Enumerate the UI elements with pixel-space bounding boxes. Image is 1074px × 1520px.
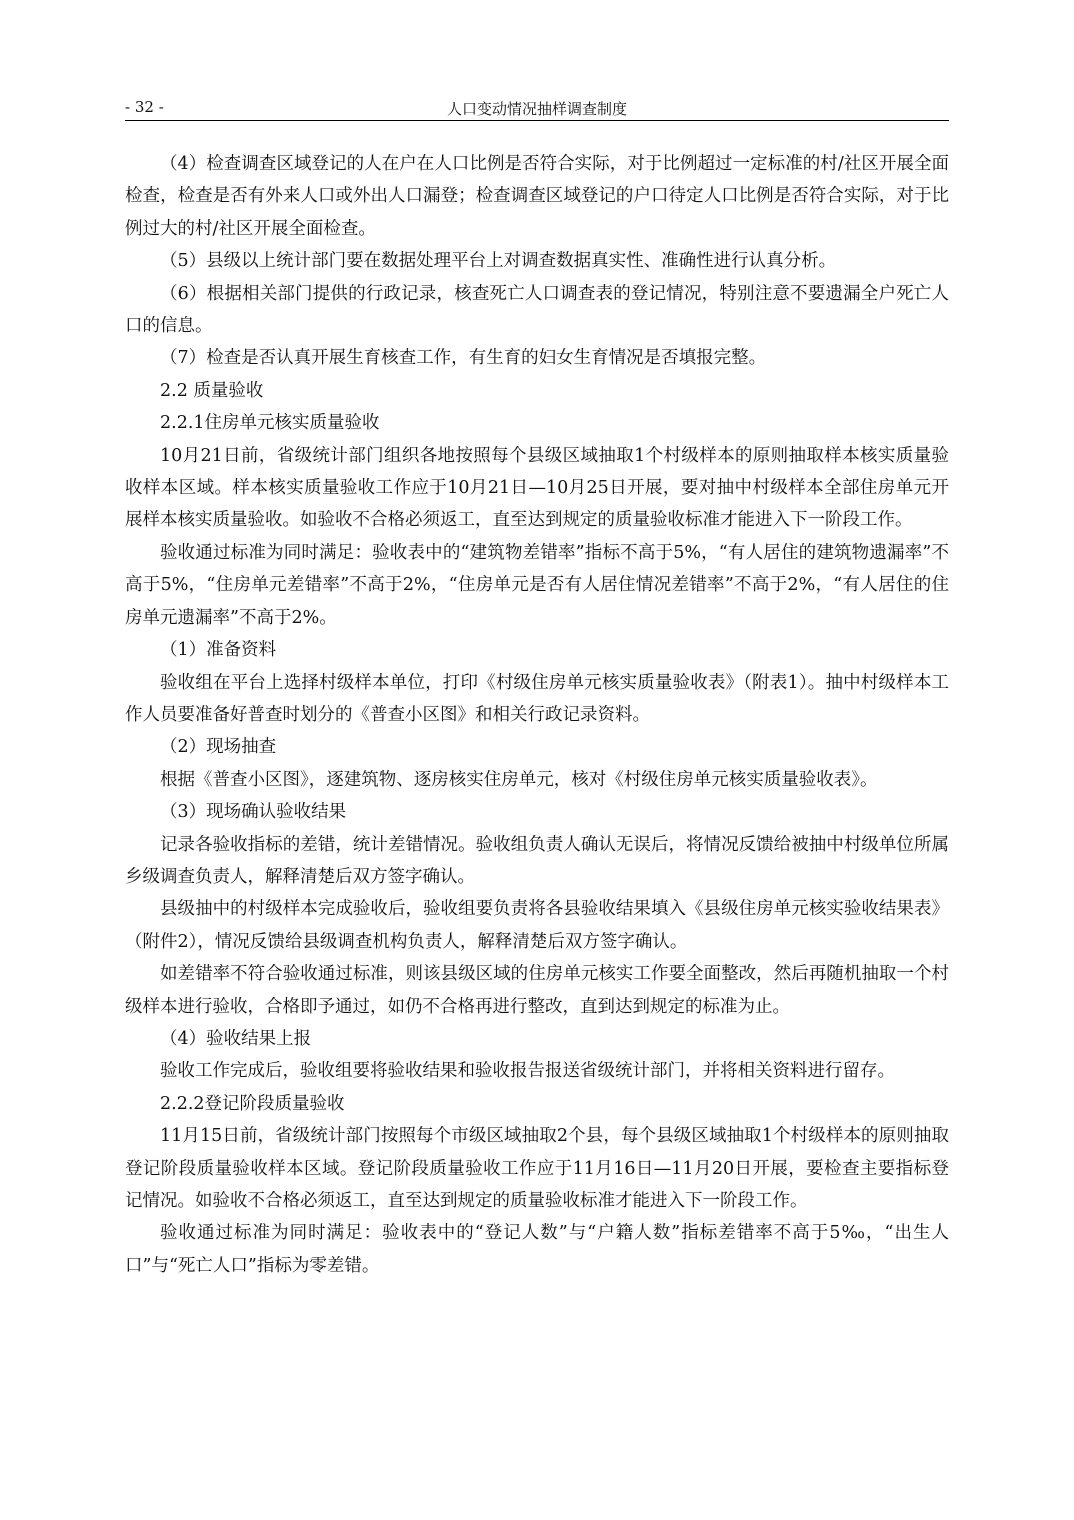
paragraph: 根据《普查小区图》，逐建筑物、逐房核实住房单元，核对《村级住房单元核实质量验收表》。 xyxy=(160,769,878,790)
paragraph: 记录各验收指标的差错，统计差错情况。验收组负责人确认无误后，将情况反馈给被抽中村级单位所属乡级调查负责人，解释清楚后双方签字确认。 xyxy=(125,834,949,887)
paragraph: （6）根据相关部门提供的行政记录，核查死亡人口调查表的登记情况，特别注意不要遗漏全户死亡人口的信息。 xyxy=(125,283,949,337)
page-number: - 32 - xyxy=(125,98,164,116)
item-heading: （1）准备资料 xyxy=(160,640,277,661)
item-heading: （4）验收结果上报 xyxy=(160,1028,312,1049)
paragraph: 县级抽中的村级样本完成验收后，验收组要负责将各县验收结果填入《县级住房单元核实验收结果表》（附件2），情况反馈给县级调查机构负责人，解释清楚后双方签字确认。 xyxy=(125,899,949,952)
document-body xyxy=(125,148,949,1282)
paragraph: （7）检查是否认真开展生育核查工作，有生育的妇女生育情况是否填报完整。 xyxy=(160,348,767,369)
header-title: 人口变动情况抽样调查制度 xyxy=(446,100,627,118)
section-heading: 2.2 质量验收 xyxy=(160,380,264,401)
paragraph: （4）检查调查区域登记的人在户在人口比例是否符合实际，对于比例超过一定标准的村/社区开展全面检查，检查是否有外来人口或外出人口漏登；检查调查区域登记的户口待定人口比例是否符合实际，对于比例过大的村/社区开展全面检查。 xyxy=(125,154,949,239)
paragraph: 验收组在平台上选择村级样本单位，打印《村级住房单元核实质量验收表》（附表1）。抽中村级样本工作人员要准备好普查时划分的《普查小区图》和相关行政记录资料。 xyxy=(125,672,949,725)
paragraph: 验收工作完成后，验收组要将验收结果和验收报告报送省级统计部门，并将相关资料进行留存。 xyxy=(160,1061,895,1082)
page-header xyxy=(125,96,949,121)
subsection-heading: 2.2.2登记阶段质量验收 xyxy=(160,1093,345,1114)
item-heading: （3）现场确认验收结果 xyxy=(160,802,347,823)
subsection-heading: 2.2.1住房单元核实质量验收 xyxy=(160,413,380,434)
paragraph: 验收通过标准为同时满足：验收表中的“登记人数”与“户籍人数”指标差错率不高于5‰，“出生人口”与“死亡人口”指标为零差错。 xyxy=(125,1223,949,1276)
item-heading: （2）现场抽查 xyxy=(160,737,277,758)
paragraph: 11月15日前，省级统计部门按照每个市级区域抽取2个县，每个县级区域抽取1个村级样本的原则抽取登记阶段质量验收样本区域。登记阶段质量验收工作应于11月16日—11月20日开展，要检查主要指标登记情况。如验收不合格必须返工，直至达到规定的质量验收标准才能进入下一阶段工作。 xyxy=(125,1126,949,1211)
paragraph: 验收通过标准为同时满足：验收表中的“建筑物差错率”指标不高于5%，“有人居住的建筑物遗漏率”不高于5%，“住房单元差错率”不高于2%，“住房单元是否有人居住情况差错率”不高于2%，“有人居住的住房单元遗漏率”不高于2%。 xyxy=(125,542,949,628)
paragraph: 10月21日前，省级统计部门组织各地按照每个县级区域抽取1个村级样本的原则抽取样本核实质量验收样本区域。样本核实质量验收工作应于10月21日—10月25日开展，要对抽中村级样本全部住房单元开展样本核实质量验收。如验收不合格必须返工，直至达到规定的质量验收标准才能进入下一阶段工作。 xyxy=(125,445,949,531)
paragraph: （5）县级以上统计部门要在数据处理平台上对调查数据真实性、准确性进行认真分析。 xyxy=(160,251,837,272)
paragraph: 如差错率不符合验收通过标准，则该县级区域的住房单元核实工作要全面整改，然后再随机抽取一个村级样本进行验收，合格即予通过，如仍不合格再进行整改，直到达到规定的标准为止。 xyxy=(125,964,949,1017)
